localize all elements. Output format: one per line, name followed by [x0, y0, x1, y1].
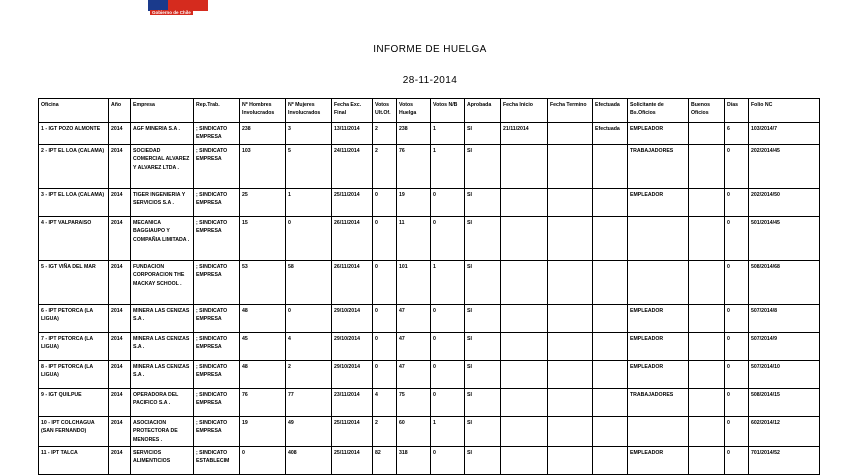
table-cell: 82	[373, 447, 397, 475]
table-cell: 507/2014/8	[749, 304, 820, 332]
table-cell: SI	[465, 447, 501, 475]
table-cell: 7 - IPT PETORCA (LA LIGUA)	[39, 332, 109, 360]
table-cell	[593, 144, 628, 188]
table-cell: 11 - IPT TALCA	[39, 447, 109, 475]
table-cell: 4	[373, 388, 397, 416]
table-cell: 26/11/2014	[332, 260, 373, 304]
table-cell: 10 - IPT COLCHAGUA (SAN FERNANDO)	[39, 416, 109, 446]
table-cell: 77	[286, 388, 332, 416]
table-cell	[593, 332, 628, 360]
table-cell	[501, 388, 548, 416]
table-cell: SOCIEDAD COMERCIAL ALVAREZ Y ALVAREZ LTDA .	[131, 144, 194, 188]
table-cell: 2014	[109, 388, 131, 416]
table-cell: SI	[465, 123, 501, 145]
table-cell: 29/10/2014	[332, 332, 373, 360]
table-cell	[689, 416, 725, 446]
table-cell: 76	[240, 388, 286, 416]
col-header: Votos Huelga	[397, 99, 431, 123]
table-cell: 2014	[109, 123, 131, 145]
table-cell: 0	[725, 216, 749, 260]
logo-text: Gobierno de Chile	[152, 10, 191, 15]
table-cell	[548, 123, 593, 145]
table-cell: 0	[373, 188, 397, 216]
table-cell: 24/11/2014	[332, 144, 373, 188]
table-cell: 25/11/2014	[332, 447, 373, 475]
table-cell	[548, 216, 593, 260]
table-cell: 0	[725, 188, 749, 216]
table-cell	[501, 260, 548, 304]
table-cell	[593, 360, 628, 388]
table-cell: 5 - IGT VIÑA DEL MAR	[39, 260, 109, 304]
table-row	[39, 144, 820, 188]
table-cell	[501, 188, 548, 216]
table-cell: 75	[397, 388, 431, 416]
col-header: Fecha Exc. Final	[332, 99, 373, 123]
table-cell	[548, 416, 593, 446]
table-cell	[548, 144, 593, 188]
gobierno-de-chile-logo	[148, 0, 208, 17]
table-cell: SI	[465, 332, 501, 360]
table-cell: ; SINDICATO EMPRESA	[194, 360, 240, 388]
table-row	[39, 360, 820, 388]
table-cell: AGF MINERIA S.A .	[131, 123, 194, 145]
col-header: Año	[109, 99, 131, 123]
table-cell	[593, 447, 628, 475]
table-cell: 48	[240, 360, 286, 388]
table-cell: TRABAJADORES	[628, 144, 689, 188]
table-cell: 501/2014/45	[749, 216, 820, 260]
table-cell: 5	[286, 144, 332, 188]
table-cell: 19	[397, 188, 431, 216]
table-cell: 29/10/2014	[332, 360, 373, 388]
table-cell	[593, 388, 628, 416]
table-cell: 2014	[109, 447, 131, 475]
col-header: Folio NC	[749, 99, 820, 123]
table-cell: 2014	[109, 360, 131, 388]
table-cell	[628, 260, 689, 304]
header-row	[39, 99, 820, 123]
table-cell: 4 - IPT VALPARAISO	[39, 216, 109, 260]
table-cell: 0	[725, 447, 749, 475]
table-cell: ; SINDICATO EMPRESA	[194, 123, 240, 145]
table-cell: ; SINDICATO EMPRESA	[194, 332, 240, 360]
table-cell: 0	[725, 388, 749, 416]
table-cell: 13/11/2014	[332, 123, 373, 145]
table-cell: 2014	[109, 216, 131, 260]
col-header: Solicitante de Bs.Oficios	[628, 99, 689, 123]
table-cell: ; SINDICATO EMPRESA	[194, 416, 240, 446]
table-cell: 1	[431, 144, 465, 188]
table-cell: 58	[286, 260, 332, 304]
table-cell: 0	[725, 304, 749, 332]
table-cell	[548, 388, 593, 416]
table-cell: 60	[397, 416, 431, 446]
table-row	[39, 447, 820, 475]
col-header: Fecha Termino	[548, 99, 593, 123]
table-cell	[501, 216, 548, 260]
table-cell: 45	[240, 332, 286, 360]
table-cell: 507/2014/10	[749, 360, 820, 388]
table-cell: SI	[465, 304, 501, 332]
table-cell: 2014	[109, 144, 131, 188]
table-cell: 508/2014/15	[749, 388, 820, 416]
table-cell: ; SINDICATO EMPRESA	[194, 304, 240, 332]
table-cell	[501, 447, 548, 475]
table-cell: EMPLEADOR	[628, 360, 689, 388]
col-header: Empresa	[131, 99, 194, 123]
table-cell: 318	[397, 447, 431, 475]
table-cell: 2014	[109, 188, 131, 216]
table-cell: 507/2014/9	[749, 332, 820, 360]
table-cell: 0	[431, 388, 465, 416]
table-cell: 8 - IPT PETORCA (LA LIGUA)	[39, 360, 109, 388]
col-header: Fecha Inicio	[501, 99, 548, 123]
table-cell: SI	[465, 260, 501, 304]
table-row	[39, 332, 820, 360]
table-row	[39, 304, 820, 332]
table-cell: 0	[725, 360, 749, 388]
table-cell	[628, 216, 689, 260]
table-cell: SI	[465, 416, 501, 446]
table-cell: ; SINDICATO ESTABLECIM	[194, 447, 240, 475]
table-cell: ; SINDICATO EMPRESA	[194, 188, 240, 216]
table-cell	[593, 304, 628, 332]
table-cell: FUNDACION CORPORACION THE MACKAY SCHOOL .	[131, 260, 194, 304]
table-cell	[501, 416, 548, 446]
table-cell: 0	[431, 188, 465, 216]
table-cell: SI	[465, 188, 501, 216]
table-cell	[689, 304, 725, 332]
table-row	[39, 416, 820, 446]
table-cell: 3	[286, 123, 332, 145]
table-cell: 25/11/2014	[332, 188, 373, 216]
table-row	[39, 260, 820, 304]
table-cell: SI	[465, 360, 501, 388]
table-cell: 2	[373, 416, 397, 446]
table-cell	[548, 332, 593, 360]
table-cell: OPERADORA DEL PACIFICO S.A .	[131, 388, 194, 416]
table-cell: 48	[240, 304, 286, 332]
table-cell: ; SINDICATO EMPRESA	[194, 388, 240, 416]
table-cell: 202/2014/45	[749, 144, 820, 188]
table-cell: 3 - IPT EL LOA (CALAMA)	[39, 188, 109, 216]
table-cell: 11	[397, 216, 431, 260]
table-cell: 103/2014/7	[749, 123, 820, 145]
table-cell: 0	[725, 416, 749, 446]
table-cell: 0	[373, 332, 397, 360]
table-cell: 508/2014/68	[749, 260, 820, 304]
table-cell: 6 - IPT PETORCA (LA LIGUA)	[39, 304, 109, 332]
table-cell: 2 - IPT EL LOA (CALAMA)	[39, 144, 109, 188]
table-cell: 0	[373, 360, 397, 388]
table-cell: 15	[240, 216, 286, 260]
table-cell: 0	[373, 304, 397, 332]
table-cell: 602/2014/12	[749, 416, 820, 446]
table-cell	[548, 260, 593, 304]
table-cell	[501, 144, 548, 188]
table-cell: 2	[286, 360, 332, 388]
table-cell: 47	[397, 360, 431, 388]
table-cell: 9 - IGT QUILPUE	[39, 388, 109, 416]
table-cell: 23/11/2014	[332, 388, 373, 416]
table-cell: EMPLEADOR	[628, 332, 689, 360]
strike-report-table	[38, 98, 820, 475]
table-cell: 1	[286, 188, 332, 216]
table-cell: 0	[725, 144, 749, 188]
table-cell	[689, 260, 725, 304]
table-cell: 0	[431, 304, 465, 332]
table-cell: Efectuada	[593, 123, 628, 145]
table-cell: 25	[240, 188, 286, 216]
table-cell: MINERA LAS CENIZAS S.A .	[131, 360, 194, 388]
table-cell: ; SINDICATO EMPRESA	[194, 144, 240, 188]
table-row	[39, 188, 820, 216]
table-cell: 21/11/2014	[501, 123, 548, 145]
table-cell	[593, 216, 628, 260]
table-cell: 0	[286, 304, 332, 332]
table-cell: 238	[240, 123, 286, 145]
col-header: Días	[725, 99, 749, 123]
table-body	[39, 123, 820, 475]
table-cell: EMPLEADOR	[628, 123, 689, 145]
table-cell	[548, 360, 593, 388]
col-header: Votos Ult.Of.	[373, 99, 397, 123]
report-date: 28-11-2014	[402, 75, 458, 86]
table-cell: 202/2014/50	[749, 188, 820, 216]
table-cell	[501, 360, 548, 388]
table-cell: 0	[725, 260, 749, 304]
table-cell	[548, 188, 593, 216]
table-cell: SI	[465, 216, 501, 260]
table-cell: 2014	[109, 332, 131, 360]
table-cell: 0	[240, 447, 286, 475]
table-cell: 0	[286, 216, 332, 260]
table-row	[39, 388, 820, 416]
table-cell: 53	[240, 260, 286, 304]
table-cell: 0	[373, 260, 397, 304]
table-cell: 49	[286, 416, 332, 446]
table-cell	[689, 388, 725, 416]
table-cell: 101	[397, 260, 431, 304]
table-cell: 1	[431, 123, 465, 145]
table-cell: 1	[431, 260, 465, 304]
table-row	[39, 123, 820, 145]
table-cell: SERVICIOS ALIMENTICIOS	[131, 447, 194, 475]
col-header: Buenos Oficios	[689, 99, 725, 123]
col-header: Aprobada	[465, 99, 501, 123]
table-cell: MINERA LAS CENIZAS S.A .	[131, 304, 194, 332]
table-cell: 2014	[109, 260, 131, 304]
table-cell: 26/11/2014	[332, 216, 373, 260]
table-cell: 6	[725, 123, 749, 145]
table-cell: EMPLEADOR	[628, 304, 689, 332]
table-cell	[689, 332, 725, 360]
table-cell: 0	[373, 216, 397, 260]
table-cell: 2014	[109, 304, 131, 332]
table-cell: ; SINDICATO EMPRESA	[194, 260, 240, 304]
table-cell: 25/11/2014	[332, 416, 373, 446]
table-cell: 47	[397, 304, 431, 332]
table-cell	[689, 360, 725, 388]
table-cell: 103	[240, 144, 286, 188]
table-cell: ASOCIACION PROTECTORA DE MENORES .	[131, 416, 194, 446]
table-cell	[689, 188, 725, 216]
table-cell: SI	[465, 388, 501, 416]
table-cell	[689, 447, 725, 475]
col-header: Nº Hombres Involucrados	[240, 99, 286, 123]
table-cell	[548, 304, 593, 332]
table-cell: EMPLEADOR	[628, 188, 689, 216]
table-cell: 238	[397, 123, 431, 145]
table-cell: 29/10/2014	[332, 304, 373, 332]
table-cell	[689, 123, 725, 145]
col-header: Efectuada	[593, 99, 628, 123]
table-cell: 47	[397, 332, 431, 360]
table-cell: 19	[240, 416, 286, 446]
table-cell	[548, 447, 593, 475]
table-cell	[593, 260, 628, 304]
table-cell	[593, 188, 628, 216]
table-cell: 0	[431, 332, 465, 360]
table-cell	[689, 144, 725, 188]
table-cell: 408	[286, 447, 332, 475]
table-cell: TRABAJADORES	[628, 388, 689, 416]
table-cell: TIGER INGENIERIA Y SERVICIOS S.A .	[131, 188, 194, 216]
col-header: Oficina	[39, 99, 109, 123]
table-cell: 701/2014/52	[749, 447, 820, 475]
table-cell: MINERA LAS CENIZAS S.A .	[131, 332, 194, 360]
table-cell: MECANICA BAGGIAUPO Y COMPAÑIA LIMITADA .	[131, 216, 194, 260]
table-cell: 0	[725, 332, 749, 360]
table-cell: 4	[286, 332, 332, 360]
table-cell: 1	[431, 416, 465, 446]
table-row	[39, 216, 820, 260]
table-cell	[689, 216, 725, 260]
table-cell: 76	[397, 144, 431, 188]
table-cell: 2	[373, 144, 397, 188]
report-title: INFORME DE HUELGA	[373, 44, 487, 55]
table-cell: 2014	[109, 416, 131, 446]
table-cell: ; SINDICATO EMPRESA	[194, 216, 240, 260]
table-cell	[628, 416, 689, 446]
col-header: Nº Mujeres Involucrados	[286, 99, 332, 123]
col-header: Votos N/B	[431, 99, 465, 123]
table-cell: 2	[373, 123, 397, 145]
col-header: Rep.Trab.	[194, 99, 240, 123]
table-cell: 0	[431, 360, 465, 388]
table-cell: 0	[431, 216, 465, 260]
table-cell: 1 - IGT POZO ALMONTE	[39, 123, 109, 145]
table-cell	[593, 416, 628, 446]
table-cell: SI	[465, 144, 501, 188]
table-cell: EMPLEADOR	[628, 447, 689, 475]
table-cell	[501, 332, 548, 360]
table-cell	[501, 304, 548, 332]
table-cell: 0	[431, 447, 465, 475]
